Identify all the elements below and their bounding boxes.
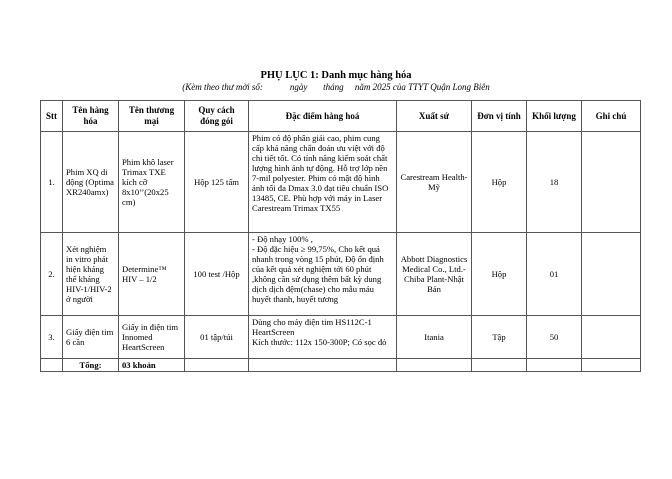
cell-khoi-luong: 18 bbox=[527, 132, 582, 233]
header-stt: Stt bbox=[41, 101, 63, 132]
cell-quy-cach: 100 test /Hộp bbox=[185, 233, 249, 316]
cell-khoi-luong: 50 bbox=[527, 316, 582, 359]
cell-total-blank bbox=[249, 359, 397, 372]
cell-total-blank bbox=[185, 359, 249, 372]
dac-diem-line: - Độ nhạy 100% , bbox=[252, 234, 313, 244]
document-subtitle: (Kèm theo thư mời số: ngày tháng năm 2025 của TTYT Quận Long Biên bbox=[182, 82, 490, 92]
table-total-row bbox=[41, 359, 641, 372]
table-row bbox=[41, 132, 641, 233]
cell-quy-cach: 01 tập/túi bbox=[185, 316, 249, 359]
header-khoi-luong: Khối lượng bbox=[527, 101, 582, 132]
cell-ten-thuong-mai: Phim khô laser Trimax TXE kích cỡ 8x10’’(20x25 cm) bbox=[119, 132, 185, 233]
dac-diem-line: Dùng cho máy điện tim HS112C-1 HeartScreen bbox=[252, 317, 372, 338]
cell-xuat-xu: Abbott Diagnostics Medical Co., Ltd.- Chiba Plant-Nhật Bản bbox=[397, 233, 472, 316]
table-row bbox=[41, 316, 641, 359]
cell-ten-thuong-mai: Determine™ HIV – 1/2 bbox=[119, 233, 185, 316]
dac-diem-line: Kích thước: 112x 150-300P; Có sọc đỏ bbox=[252, 337, 387, 348]
cell-ghi-chu bbox=[582, 233, 641, 316]
header-quy-cach: Quy cách đóng gói bbox=[185, 101, 249, 132]
cell-total-blank bbox=[582, 359, 641, 372]
cell-quy-cach: Hộp 125 tấm bbox=[185, 132, 249, 233]
cell-ten-hang-hoa: Giấy điện tim 6 cần bbox=[63, 316, 119, 359]
cell-dac-diem bbox=[249, 316, 397, 359]
cell-ten-thuong-mai: Giấy in điện tim Innomed HeartScreen bbox=[119, 316, 185, 359]
header-ten-hang-hoa: Tên hàng hóa bbox=[63, 101, 119, 132]
cell-ten-hang-hoa: Phim XQ di động (Optima XR240amx) bbox=[63, 132, 119, 233]
cell-total-blank bbox=[397, 359, 472, 372]
cell-total-blank bbox=[41, 359, 63, 372]
dac-diem-line: Phim có độ phân giải cao, phim cung cấp khả năng chẩn đoán ưu việt với độ chi tiết tốt. Có tính năng kiểm soát chất lượng hình ảnh tự động. Hỗ trợ lớp nền 7-mil polyester. Phim có mật độ hình ảnh tối đa Dmax 3.0 đạt tiêu chuẩn ISO 13485, CE. Phù hợp với máy in Laser Carestream Trimax TX55 bbox=[252, 133, 389, 214]
header-dac-diem: Đặc điểm hàng hoá bbox=[249, 101, 397, 132]
dac-diem-line: - Độ đặc hiệu ≥ 99,75%, Cho kết quả nhanh trong vòng 15 phút, Độ ổn định của kết quả xét nghiệm tới 60 phút ,không cần sử dụng thêm bất kỳ dung dịch dịch đệm(chase) cho mẫu máu huyết thanh, huyết tương bbox=[252, 244, 384, 305]
header-don-vi: Đơn vị tính bbox=[472, 101, 527, 132]
cell-don-vi: Hộp bbox=[472, 233, 527, 316]
cell-don-vi: Tập bbox=[472, 316, 527, 359]
cell-total-blank bbox=[472, 359, 527, 372]
table-header-row bbox=[41, 101, 641, 132]
header-xuat-xu: Xuất sứ bbox=[397, 101, 472, 132]
cell-dac-diem bbox=[249, 233, 397, 316]
cell-stt: 2. bbox=[41, 233, 63, 316]
cell-total-blank bbox=[527, 359, 582, 372]
cell-ghi-chu bbox=[582, 132, 641, 233]
header-ghi-chu: Ghi chú bbox=[582, 101, 641, 132]
cell-stt: 3. bbox=[41, 316, 63, 359]
cell-don-vi: Hộp bbox=[472, 132, 527, 233]
total-value: 03 khoản bbox=[119, 359, 185, 372]
cell-xuat-xu: Carestream Health- Mỹ bbox=[397, 132, 472, 233]
table-row bbox=[41, 233, 641, 316]
cell-stt: 1. bbox=[41, 132, 63, 233]
cell-xuat-xu: Itania bbox=[397, 316, 472, 359]
total-label: Tổng: bbox=[63, 359, 119, 372]
document-title: PHỤ LỤC 1: Danh mục hàng hóa bbox=[260, 70, 412, 81]
cell-khoi-luong: 01 bbox=[527, 233, 582, 316]
cell-dac-diem bbox=[249, 132, 397, 233]
goods-table bbox=[40, 100, 641, 372]
cell-ten-hang-hoa: Xét nghiệm in vitro phát hiện kháng thể kháng HIV-1/HIV-2 ở người bbox=[63, 233, 119, 316]
cell-ghi-chu bbox=[582, 316, 641, 359]
header-ten-thuong-mai: Tên thương mại bbox=[119, 101, 185, 132]
